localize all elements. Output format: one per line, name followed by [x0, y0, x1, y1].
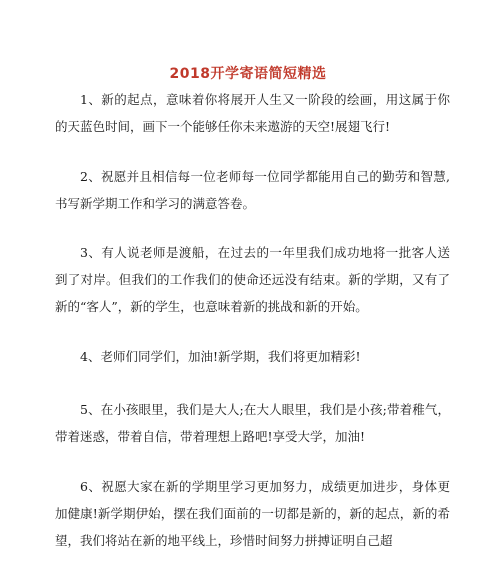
document-title: 2018开学寄语简短精选 [169, 66, 327, 82]
paragraph-6: 6、祝愿大家在新的学期里学习更加努力，成绩更加进步，身体更加健康!新学期伊始，摆在我们面前的一切都是新的，新的起点，新的希望，我们将站在新的地平线上，珍惜时间努力拼搏证明自己超 [55, 479, 450, 548]
paragraph-4: 4、老师们同学们，加油!新学期，我们将更加精彩! [80, 349, 361, 364]
paragraph-2: 2、祝愿并且相信每一位老师每一位同学都能用自己的勤劳和智慧,书写新学期工作和学习的满意答卷。 [55, 169, 450, 211]
paragraph-5: 5、在小孩眼里，我们是大人;在大人眼里，我们是小孩;带着稚气，带着迷惑，带着自信，带着理想上路吧!享受大学，加油! [55, 402, 450, 444]
paragraph-1: 1、新的起点，意味着你将展开人生又一阶段的绘画，用这属于你的天蓝色时间，画下一个能够任你未来遨游的天空!展翅飞行! [55, 92, 450, 134]
paragraph-3: 3、有人说老师是渡船，在过去的一年里我们成功地将一批客人送到了对岸。但我们的工作我们的使命还远没有结束。新的学期，又有了新的“客人”，新的学生，也意味着新的挑战和新的开始。 [55, 245, 450, 314]
